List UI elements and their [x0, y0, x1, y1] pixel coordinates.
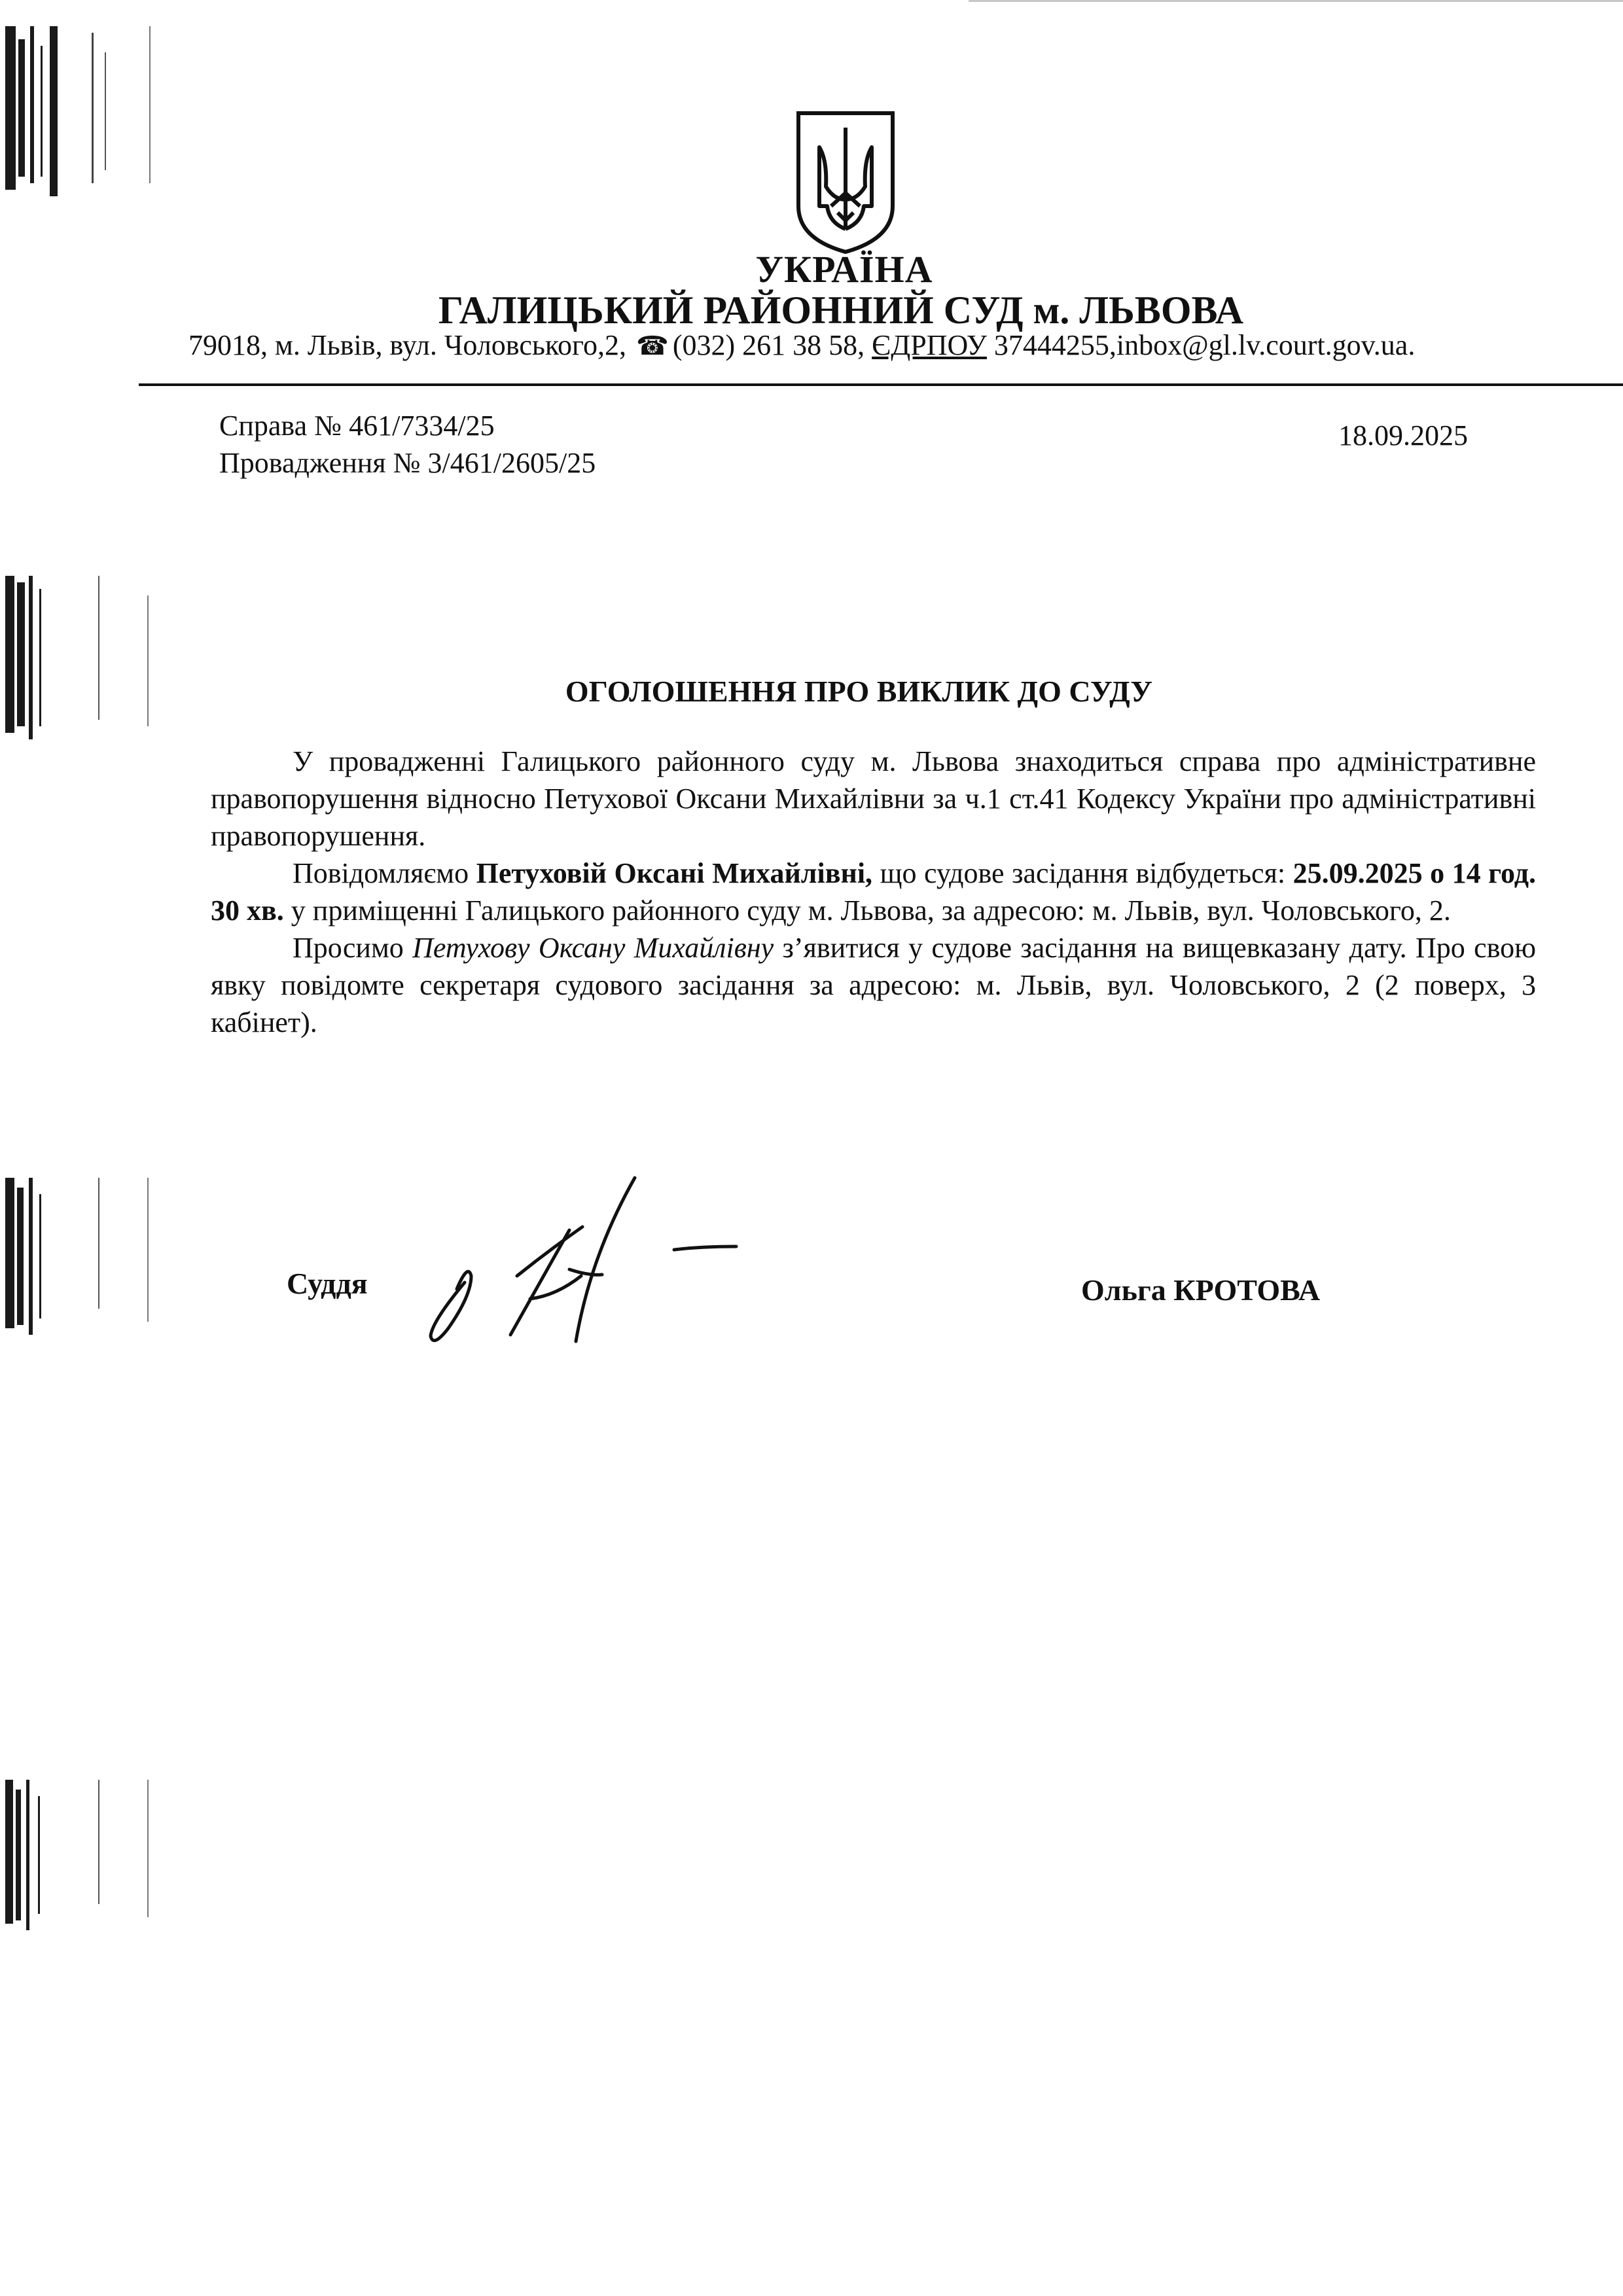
telephone-icon: ☎ — [636, 331, 669, 361]
case-info — [219, 407, 596, 482]
country-heading: УКРАЇНА — [755, 248, 933, 291]
handwritten-signature — [419, 1165, 759, 1348]
court-phone: (032) 261 38 58, — [672, 329, 865, 361]
paragraph-appearance-request: Просимо Петухову Оксану Михайлівну з’явитися у судове засідання на вищевказану дату. Про свою явку повідомте секретаря судового засідання за адресою: м. Львів, вул. Чоловського, 2 (2 поверх, 3 кабінет). — [211, 932, 1536, 1038]
hearing-datetime: 25.09.2025 о 14 год. 30 хв. — [211, 857, 1537, 927]
paragraph-case-description: У провадженні Галицького районного суду м. Львова знаходиться справа про адміністративне правопорушення відносно Петухової Оксани Михайлівни за ч.1 ст.41 Кодексу України про адміністративні правопорушення. — [211, 745, 1536, 852]
court-contact-line — [188, 328, 1415, 362]
scan-artifact — [0, 576, 170, 746]
scan-artifact — [0, 1178, 170, 1341]
coat-of-arms-icon — [793, 108, 898, 255]
court-name-heading: ГАЛИЦЬКИЙ РАЙОННИЙ СУД м. ЛЬВОВА — [438, 289, 1244, 332]
court-address: 79018, м. Львів, вул. Чоловського,2, — [188, 329, 627, 361]
judge-label: Суддя — [287, 1267, 368, 1300]
defendant-name-accusative: Петухову Оксану Михайлівну — [412, 932, 774, 964]
document-date: 18.09.2025 — [1338, 419, 1468, 451]
paragraph-hearing-notice: Повідомляємо Петуховій Оксані Михайлівні, що судове засідання відбудеться: 25.09.2025 о 14 год. 30 хв. у приміщенні Галицького районного суду м. Львова, за адресою: м. Львів, вул. Чоловського, 2. — [211, 857, 1537, 927]
document-title: ОГОЛОШЕННЯ ПРО ВИКЛИК ДО СУДУ — [565, 675, 1153, 708]
case-number: Справа № 461/7334/25 — [219, 410, 495, 442]
header-divider — [139, 383, 1623, 386]
scan-artifact — [0, 1780, 170, 1937]
document-body — [211, 743, 1536, 1041]
edrpou-and-email: 37444255,inbox@gl.lv.court.gov.ua. — [993, 329, 1416, 361]
defendant-name: Петуховій Оксані Михайлівні, — [476, 857, 873, 889]
scan-edge-line — [969, 0, 1623, 2]
scan-artifact — [0, 26, 170, 196]
proceeding-number: Провадження № 3/461/2605/25 — [219, 447, 596, 479]
edrpou-label: ЄДРПОУ — [872, 329, 987, 361]
judge-name: Ольга КРОТОВА — [1081, 1273, 1321, 1307]
